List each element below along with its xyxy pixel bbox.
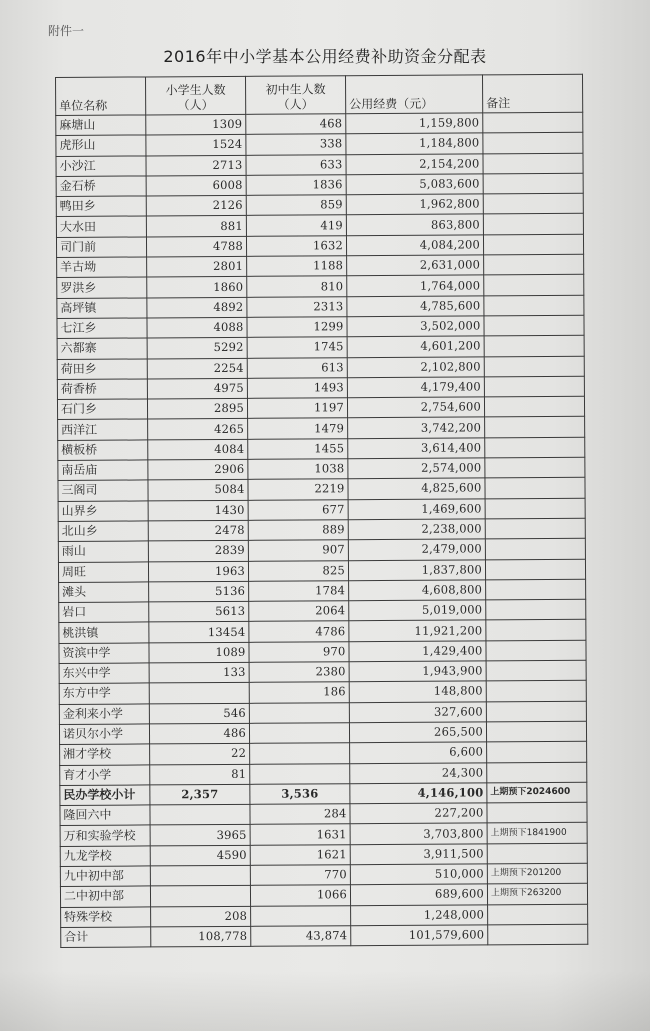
cell-junior-students: 633	[246, 154, 346, 175]
cell-public-funds: 1,159,800	[346, 113, 483, 134]
cell-unit-name: 民办学校小计	[60, 785, 150, 806]
cell-primary-students: 81	[150, 764, 250, 785]
cell-unit-name: 荷香桥	[57, 379, 147, 400]
cell-primary-students	[150, 886, 250, 907]
cell-note	[487, 741, 587, 762]
cell-unit-name: 司门前	[56, 237, 146, 258]
cell-primary-students: 208	[151, 906, 251, 927]
cell-junior-students: 1299	[247, 317, 347, 338]
cell-junior-students	[250, 763, 350, 784]
cell-note	[483, 133, 583, 154]
cell-note	[485, 417, 585, 438]
cell-public-funds: 4,084,200	[346, 235, 483, 256]
cell-primary-students: 1524	[146, 135, 246, 156]
cell-note	[484, 295, 584, 316]
document-title: 2016年中小学基本公用经费补助资金分配表	[163, 47, 487, 66]
cell-public-funds: 1,469,600	[348, 499, 485, 520]
cell-public-funds: 101,579,600	[351, 925, 488, 946]
cell-unit-name: 滩头	[59, 582, 149, 603]
cell-unit-name: 雨山	[58, 541, 148, 562]
cell-junior-students: 1493	[247, 378, 347, 399]
cell-unit-name: 羊古坳	[57, 257, 147, 278]
cell-primary-students: 4265	[148, 419, 248, 440]
cell-public-funds: 4,825,600	[348, 478, 485, 499]
cell-junior-students: 4786	[249, 621, 349, 642]
cell-junior-students: 186	[249, 682, 349, 703]
cell-junior-students: 859	[246, 195, 346, 216]
cell-public-funds: 1,429,400	[349, 641, 486, 662]
cell-unit-name: 大水田	[56, 216, 146, 237]
cell-junior-students: 284	[250, 804, 350, 825]
cell-unit-name: 罗洪乡	[57, 277, 147, 298]
cell-junior-students: 1784	[249, 581, 349, 602]
cell-unit-name: 三阁司	[58, 480, 148, 501]
cell-public-funds: 6,600	[350, 742, 487, 763]
cell-primary-students: 1860	[147, 277, 247, 298]
cell-note	[483, 234, 583, 255]
cell-unit-name: 虎形山	[56, 135, 146, 156]
cell-unit-name: 岩口	[59, 602, 149, 623]
cell-note	[483, 153, 583, 174]
cell-note	[486, 599, 586, 620]
cell-unit-name: 东方中学	[59, 683, 149, 704]
cell-unit-name: 资滨中学	[59, 643, 149, 664]
cell-primary-students: 2801	[147, 256, 247, 277]
cell-unit-name: 横板桥	[58, 440, 148, 461]
cell-public-funds: 3,614,400	[348, 438, 485, 459]
cell-primary-students: 4892	[147, 297, 247, 318]
cell-public-funds: 2,102,800	[347, 356, 484, 377]
cell-unit-name: 北山乡	[58, 521, 148, 542]
cell-public-funds: 2,238,000	[348, 519, 485, 540]
cell-note	[484, 275, 584, 296]
table-row	[60, 863, 587, 887]
cell-primary-students: 22	[150, 744, 250, 765]
cell-primary-students: 2895	[147, 398, 247, 419]
cell-note	[484, 356, 584, 377]
cell-primary-students: 2713	[146, 155, 246, 176]
cell-public-funds: 3,742,200	[348, 417, 485, 438]
cell-junior-students	[251, 905, 351, 926]
cell-unit-name: 金石桥	[56, 176, 146, 197]
header-junior-students	[245, 76, 345, 115]
cell-unit-name: 南岳庙	[58, 460, 148, 481]
cell-junior-students	[250, 743, 350, 764]
cell-primary-students: 2906	[148, 459, 248, 480]
cell-junior-students: 825	[248, 560, 348, 581]
cell-public-funds: 1,184,800	[346, 133, 483, 154]
cell-note	[487, 843, 587, 864]
cell-unit-name: 荷田乡	[57, 359, 147, 380]
cell-primary-students: 881	[146, 216, 246, 237]
cell-note	[486, 660, 586, 681]
cell-unit-name: 九中初中部	[60, 866, 150, 887]
cell-note	[484, 254, 584, 275]
cell-public-funds: 4,146,100	[350, 783, 487, 804]
cell-unit-name: 六都寨	[57, 338, 147, 359]
cell-unit-name: 金利来小学	[59, 704, 149, 725]
attachment-label: 附件一	[48, 24, 85, 38]
cell-primary-students: 108,778	[151, 926, 251, 947]
cell-primary-students	[150, 804, 250, 825]
cell-primary-students	[149, 683, 249, 704]
cell-primary-students: 1430	[148, 500, 248, 521]
cell-junior-students: 1066	[250, 885, 350, 906]
cell-public-funds: 227,200	[350, 803, 487, 824]
cell-public-funds: 148,800	[349, 681, 486, 702]
cell-note	[488, 924, 588, 945]
header-primary-students	[146, 76, 246, 115]
cell-junior-students: 3,536	[250, 784, 350, 805]
cell-public-funds: 1,837,800	[348, 559, 485, 580]
cell-public-funds: 2,154,200	[346, 153, 483, 174]
cell-junior-students: 1455	[248, 438, 348, 459]
cell-note	[484, 336, 584, 357]
cell-primary-students: 1309	[146, 114, 246, 135]
cell-public-funds: 2,631,000	[347, 255, 484, 276]
cell-note	[485, 559, 585, 580]
cell-primary-students: 546	[149, 703, 249, 724]
header-notes: 备注	[482, 74, 582, 113]
cell-note	[486, 721, 586, 742]
cell-unit-name: 东兴中学	[59, 663, 149, 684]
cell-junior-students: 1632	[246, 236, 346, 257]
cell-public-funds: 3,911,500	[350, 844, 487, 865]
cell-primary-students: 4975	[147, 378, 247, 399]
cell-unit-name: 特殊学校	[61, 907, 151, 928]
cell-unit-name: 二中初中部	[60, 886, 150, 907]
cell-junior-students	[249, 702, 349, 723]
cell-junior-students: 970	[249, 641, 349, 662]
cell-junior-students: 1197	[247, 398, 347, 419]
cell-primary-students: 3965	[150, 825, 250, 846]
cell-junior-students	[249, 723, 349, 744]
funding-allocation-table	[55, 74, 588, 948]
cell-junior-students: 1479	[248, 418, 348, 439]
cell-unit-name: 诺贝尔小学	[59, 724, 149, 745]
cell-primary-students: 4590	[150, 845, 250, 866]
header-unit-name: 单位名称	[56, 77, 146, 116]
cell-unit-name: 西洋江	[58, 419, 148, 440]
table-row	[60, 823, 587, 847]
photo-shadow	[0, 971, 650, 1031]
header-junior-line2: （人）	[277, 97, 314, 112]
cell-primary-students: 13454	[149, 622, 249, 643]
cell-public-funds: 1,248,000	[351, 904, 488, 925]
cell-public-funds: 5,019,000	[349, 600, 486, 621]
header-primary-line2: （人）	[177, 98, 214, 113]
cell-primary-students: 486	[149, 723, 249, 744]
cell-note	[483, 193, 583, 214]
cell-unit-name: 育才小学	[60, 764, 150, 785]
cell-unit-name: 桃洪镇	[59, 622, 149, 643]
cell-junior-students: 2380	[249, 662, 349, 683]
cell-note	[484, 315, 584, 336]
cell-primary-students: 5613	[149, 601, 249, 622]
cell-unit-name: 石门乡	[57, 399, 147, 420]
cell-unit-name: 湘才学校	[60, 744, 150, 765]
cell-public-funds: 24,300	[350, 762, 487, 783]
cell-public-funds: 863,800	[346, 214, 483, 235]
cell-junior-students: 468	[246, 114, 346, 135]
cell-primary-students: 4088	[147, 317, 247, 338]
cell-note	[486, 620, 586, 641]
cell-junior-students: 1038	[248, 459, 348, 480]
cell-primary-students: 4788	[146, 236, 246, 257]
cell-unit-name: 周旺	[58, 561, 148, 582]
cell-unit-name: 七江乡	[57, 318, 147, 339]
cell-note	[483, 214, 583, 235]
cell-junior-students: 2219	[248, 479, 348, 500]
cell-public-funds: 4,601,200	[347, 336, 484, 357]
cell-junior-students: 43,874	[251, 926, 351, 947]
cell-unit-name: 隆回六中	[60, 805, 150, 826]
cell-primary-students	[150, 865, 250, 886]
table-row	[60, 884, 587, 908]
cell-public-funds: 3,703,800	[350, 823, 487, 844]
cell-junior-students: 338	[246, 134, 346, 155]
cell-primary-students: 5084	[148, 480, 248, 501]
cell-public-funds: 2,574,000	[348, 458, 485, 479]
cell-primary-students: 5136	[149, 581, 249, 602]
cell-public-funds: 510,000	[350, 864, 487, 885]
cell-note	[486, 640, 586, 661]
cell-note	[485, 457, 585, 478]
cell-public-funds: 3,502,000	[347, 316, 484, 337]
cell-public-funds: 2,754,600	[347, 397, 484, 418]
cell-junior-students: 1188	[247, 256, 347, 277]
cell-note	[485, 539, 585, 560]
cell-public-funds: 1,962,800	[346, 194, 483, 215]
table-body	[56, 112, 588, 947]
cell-junior-students: 1836	[246, 175, 346, 196]
cell-unit-name: 合计	[61, 927, 151, 948]
cell-public-funds: 689,600	[350, 884, 487, 905]
cell-junior-students: 770	[250, 865, 350, 886]
cell-public-funds: 4,785,600	[347, 296, 484, 317]
cell-note	[484, 376, 584, 397]
cell-junior-students: 810	[247, 276, 347, 297]
cell-primary-students: 2254	[147, 358, 247, 379]
cell-public-funds: 4,608,800	[349, 580, 486, 601]
cell-primary-students: 1089	[149, 642, 249, 663]
cell-junior-students: 1745	[247, 337, 347, 358]
cell-primary-students: 2,357	[150, 784, 250, 805]
cell-junior-students: 2064	[249, 601, 349, 622]
cell-note	[487, 802, 587, 823]
cell-primary-students: 2126	[146, 196, 246, 217]
cell-note	[485, 478, 585, 499]
cell-public-funds: 327,600	[349, 701, 486, 722]
cell-junior-students: 889	[248, 520, 348, 541]
cell-note	[483, 173, 583, 194]
cell-note: 上期预下201200	[487, 863, 587, 884]
cell-unit-name: 鸭田乡	[56, 196, 146, 217]
cell-note: 上期预下2024600	[487, 782, 587, 803]
cell-note: 上期预下1841900	[487, 823, 587, 844]
cell-note	[486, 579, 586, 600]
cell-primary-students: 4084	[148, 439, 248, 460]
cell-junior-students: 2313	[247, 296, 347, 317]
cell-public-funds: 2,479,000	[348, 539, 485, 560]
cell-public-funds: 1,943,900	[349, 661, 486, 682]
cell-note	[486, 701, 586, 722]
cell-primary-students: 5292	[147, 338, 247, 359]
cell-public-funds: 11,921,200	[349, 620, 486, 641]
cell-note	[488, 904, 588, 925]
cell-junior-students: 1631	[250, 824, 350, 845]
cell-unit-name: 万和实验学校	[60, 825, 150, 846]
cell-primary-students: 6008	[146, 175, 246, 196]
cell-public-funds: 265,500	[349, 722, 486, 743]
cell-note	[485, 518, 585, 539]
table-header-row	[56, 74, 583, 115]
subtotal-row	[60, 782, 587, 806]
cell-public-funds: 4,179,400	[347, 377, 484, 398]
header-public-funds: 公用经费（元）	[345, 75, 482, 114]
cell-junior-students: 1621	[250, 844, 350, 865]
cell-unit-name: 小沙江	[56, 156, 146, 177]
cell-primary-students: 2839	[148, 541, 248, 562]
cell-public-funds: 5,083,600	[346, 174, 483, 195]
cell-unit-name: 九龙学校	[60, 846, 150, 867]
cell-primary-students: 133	[149, 662, 249, 683]
cell-note: 上期预下263200	[487, 884, 587, 905]
cell-public-funds: 1,764,000	[347, 275, 484, 296]
cell-primary-students: 2478	[148, 520, 248, 541]
header-junior-line1: 初中生人数	[265, 82, 326, 97]
header-primary-line1: 小学生人数	[165, 82, 226, 98]
cell-note	[486, 681, 586, 702]
cell-junior-students: 419	[246, 215, 346, 236]
cell-unit-name: 高坪镇	[57, 298, 147, 319]
cell-primary-students: 1963	[148, 561, 248, 582]
cell-note	[485, 437, 585, 458]
cell-unit-name: 麻塘山	[56, 115, 146, 136]
cell-note	[484, 396, 584, 417]
cell-unit-name: 山界乡	[58, 501, 148, 522]
total-row	[61, 924, 588, 948]
cell-note	[483, 112, 583, 133]
cell-junior-students: 677	[248, 499, 348, 520]
cell-junior-students: 907	[248, 540, 348, 561]
cell-note	[487, 762, 587, 783]
cell-junior-students: 613	[247, 357, 347, 378]
cell-note	[485, 498, 585, 519]
